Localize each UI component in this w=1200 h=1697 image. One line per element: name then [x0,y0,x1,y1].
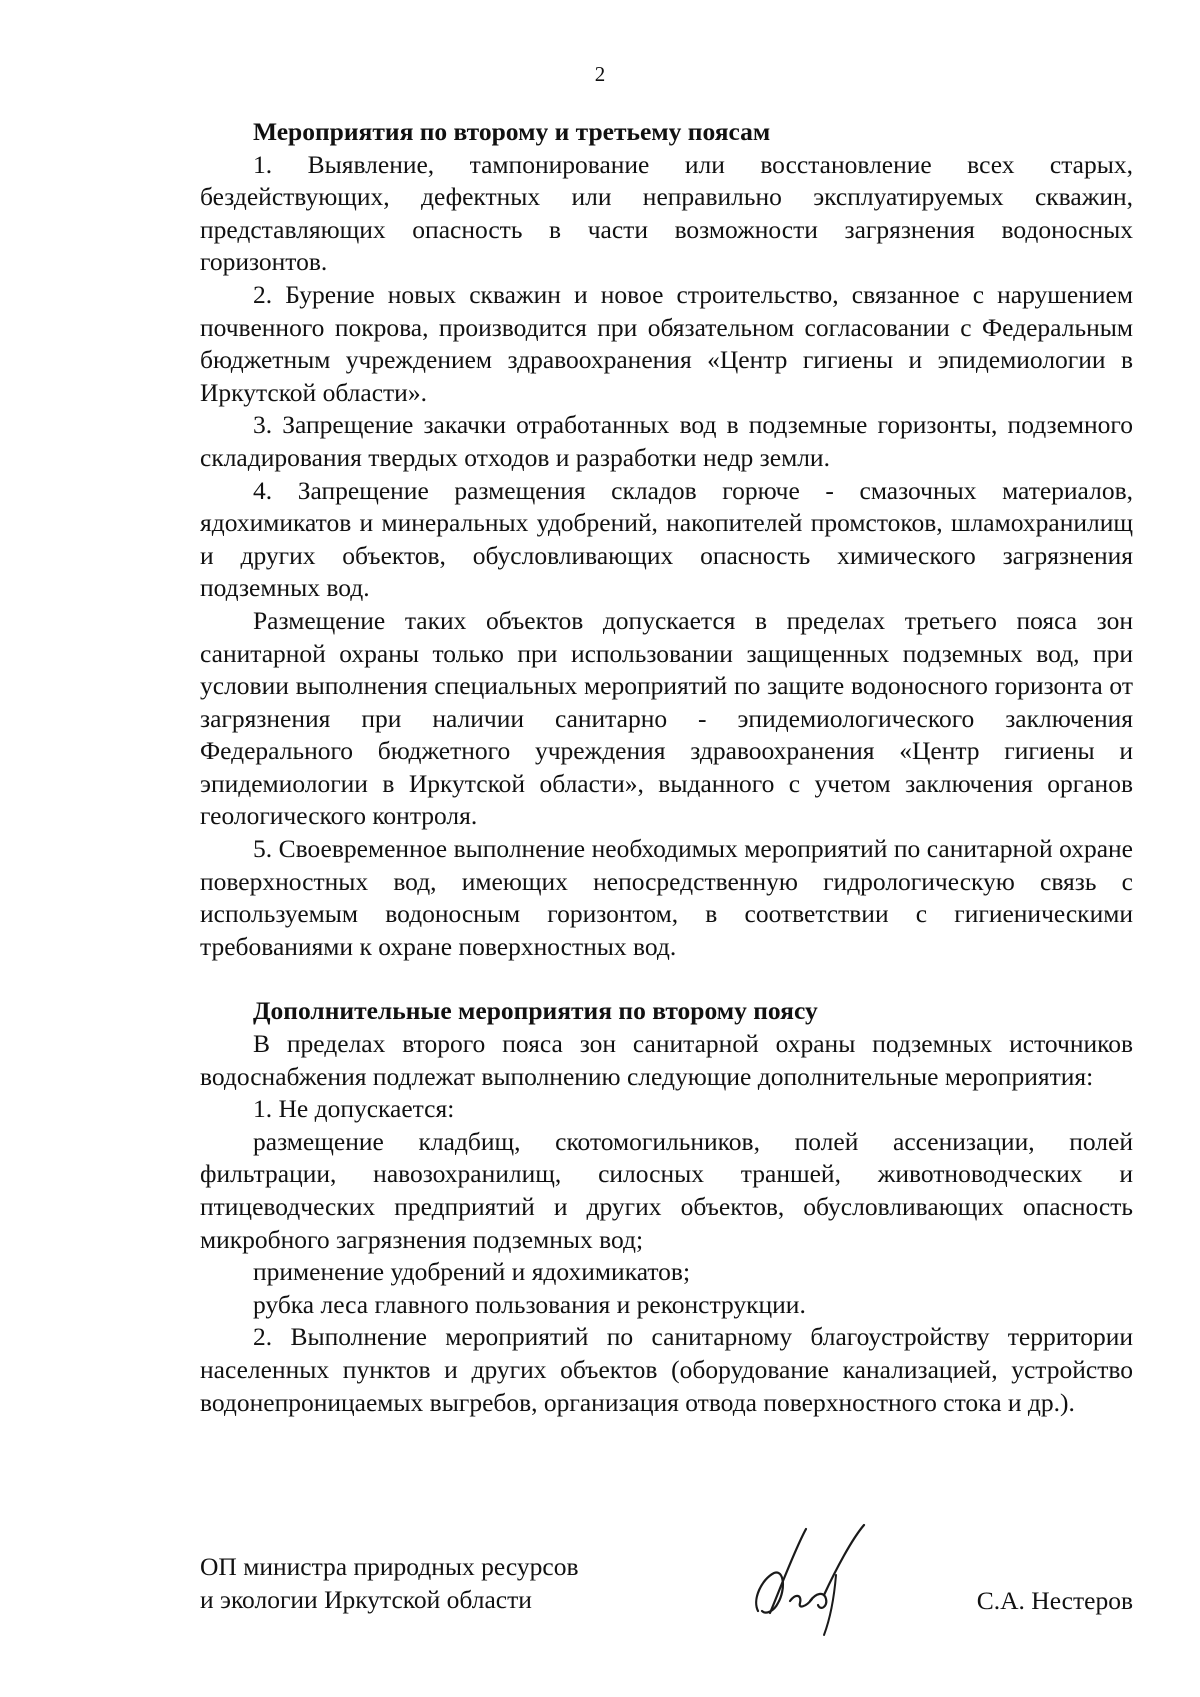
page-number: 2 [594,62,606,86]
signatory-position [200,1551,578,1616]
section-gap [200,963,1133,995]
signatory-position-line1: ОП министра природных ресурсов [200,1552,579,1581]
signatory-name: С.А. Нестеров [976,1586,1133,1615]
signature-block [200,1551,1133,1661]
document-body [200,116,1133,1419]
paragraph-item-5: 5. Своевременное выполнение необходимых мероприятий по санитарной охране поверхностных вод, имеющих непосредственную гидрологическую связь с используемым водоносным горизонтом, в соответствии с гигиеническими требованиями к охране поверхностных вод. [200,834,1133,961]
section-title-additional-second-belt: Дополнительные мероприятия по второму поясу [253,996,818,1026]
paragraph-item-2-improvement: 2. Выполнение мероприятий по санитарному благоустройству территории населенных пунктов и других объектов (оборудование канализацией, устройство водонепроницаемых выгребов, организация отвода поверхностного стока и др.). [200,1322,1133,1417]
paragraph-logging: рубка леса главного пользования и реконструкции. [253,1289,806,1319]
section-title-second-third-belts: Мероприятия по второму и третьему поясам [253,117,771,146]
signatory-position-line2: и экологии Иркутской области [200,1584,532,1614]
paragraph-not-allowed: 1. Не допускается: [253,1094,455,1124]
paragraph-intro: В пределах второго пояса зон санитарной охраны подземных источников водоснабжения подлежат выполнению следующие дополнительные мероприятия: [200,1029,1133,1091]
paragraph-placement-conditions: Размещение таких объектов допускается в пределах третьего пояса зон санитарной охраны только при использовании защищенных подземных вод, при условии выполнения специальных мероприятий по защите водоносного горизонта от загрязнения при наличии санитарно - эпидемиологического заключения Федерального бюджетного учреждения здравоохранения «Центр гигиены и эпидемиологии в Иркутской области», выданного с учетом заключения органов геологического контроля. [200,605,1133,831]
paragraph-item-1: 1. Выявление, тампонирование или восстановление всех старых, бездействующих, дефектных или неправильно эксплуатируемых скважин, представляющих опасность в части возможности загрязнения водоносных горизонтов. [200,149,1133,277]
paragraph-item-2: 2. Бурение новых скважин и новое строительство, связанное с нарушением почвенного покрова, производится при обязательном согласовании с Федеральным бюджетным учреждением здравоохранения «Центр гигиены и эпидемиологии в Иркутской области». [200,279,1133,407]
paragraph-item-4: 4. Запрещение размещения складов горюче - смазочных материалов, ядохимикатов и минеральных удобрений, накопителей промстоков, шламохранилищ и других объектов, обусловливающих опасность химического загрязнения подземных вод. [200,475,1133,603]
paragraph-item-3: 3. Запрещение закачки отработанных вод в подземные горизонты, подземного складирования твердых отходов и разработки недр земли. [200,410,1133,472]
handwritten-signature-icon [740,1519,880,1639]
paragraph-fertilizers: применение удобрений и ядохимикатов; [253,1257,691,1287]
paragraph-placement-list: размещение кладбищ, скотомогильников, полей ассенизации, полей фильтрации, навозохранилищ, силосных траншей, животноводческих и птицеводческих предприятий и других объектов, обусловливающих опасность микробного загрязнения подземных вод; [200,1126,1133,1254]
